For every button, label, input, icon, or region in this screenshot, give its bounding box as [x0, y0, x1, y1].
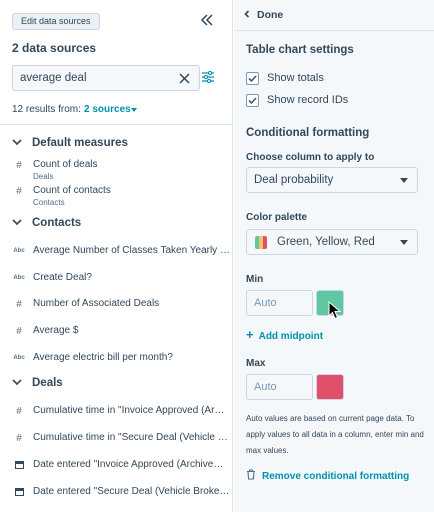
search-value: average deal	[20, 72, 87, 84]
checkbox-label: Show record IDs	[267, 94, 349, 106]
chevron-down-icon	[12, 377, 22, 387]
palette-select-value: Green, Yellow, Red	[277, 236, 375, 248]
group-deals[interactable]	[12, 377, 63, 389]
palette-swatch-icon	[255, 236, 267, 249]
group-contacts[interactable]	[12, 217, 81, 229]
palette-select[interactable]	[246, 229, 418, 255]
min-value-input[interactable]: Auto	[246, 290, 313, 316]
max-value-input[interactable]: Auto	[246, 374, 313, 400]
field-source: Deals	[33, 172, 54, 181]
field-name: Cumulative time in "Invoice Approved (Ar…	[33, 405, 225, 416]
sources-dropdown[interactable]: 2 sources	[84, 104, 131, 115]
results-count: 12 results from:	[12, 104, 81, 115]
field-name: Count of contacts	[33, 185, 111, 196]
choose-column-label: Choose column to apply to	[246, 152, 375, 163]
field-name: Average electric bill per month?	[33, 352, 173, 363]
done-button[interactable]	[243, 9, 283, 21]
column-select-value: Deal probability	[254, 174, 334, 186]
remove-conditional-formatting-link[interactable]	[246, 469, 409, 482]
field-source: Contacts	[33, 198, 65, 207]
field-name: Cumulative time in "Secure Deal (Vehicle …	[33, 432, 228, 443]
collapse-panel-icon[interactable]	[199, 12, 215, 28]
chevron-left-icon	[243, 10, 251, 18]
checkbox[interactable]	[246, 72, 259, 85]
trash-icon	[246, 469, 256, 480]
text-type-icon: Abc	[13, 248, 25, 254]
group-label: Contacts	[32, 217, 82, 229]
column-select[interactable]	[246, 167, 418, 193]
text-type-icon: Abc	[13, 355, 25, 361]
checkbox[interactable]	[246, 94, 259, 107]
field-name: Date entered "Secure Deal (Vehicle Broke…	[33, 486, 230, 497]
check-icon	[247, 95, 258, 106]
check-icon	[247, 73, 258, 84]
field-name: Average $	[33, 325, 79, 336]
add-midpoint-label: Add midpoint	[258, 331, 324, 342]
chart-settings-panel	[234, 0, 434, 512]
caret-down-icon	[400, 240, 408, 245]
conditional-formatting-title: Conditional formatting	[246, 127, 370, 139]
number-type-icon: #	[16, 433, 22, 444]
caret-down-icon	[400, 178, 408, 183]
calendar-icon	[15, 487, 24, 496]
group-label: Deals	[32, 377, 63, 389]
data-sources-title: 2 data sources	[12, 41, 97, 55]
group-default-measures[interactable]	[12, 137, 128, 149]
divider	[234, 30, 434, 31]
field-name: Create Deal?	[33, 272, 92, 283]
min-label: Min	[246, 274, 264, 285]
checkbox-label: Show totals	[267, 72, 324, 84]
plus-icon: +	[246, 327, 254, 342]
add-midpoint-link[interactable]	[246, 327, 323, 342]
max-label: Max	[246, 358, 266, 369]
mouse-cursor-icon	[328, 301, 342, 321]
field-name: Date entered "Invoice Approved (Archive…	[33, 459, 224, 470]
table-settings-title: Table chart settings	[246, 44, 354, 56]
sources-caret-icon	[131, 108, 137, 112]
text-type-icon: Abc	[13, 275, 25, 281]
edit-data-sources-button[interactable]: Edit data sources	[12, 13, 100, 30]
group-label: Default measures	[32, 137, 128, 149]
number-type-icon: #	[16, 186, 22, 197]
color-palette-label: Color palette	[246, 212, 308, 223]
field-name: Number of Associated Deals	[33, 298, 160, 309]
divider	[0, 124, 233, 125]
number-type-icon: #	[16, 160, 22, 171]
field-name: Average Number of Classes Taken Yearly …	[33, 245, 230, 256]
help-text: Auto values are based on current page data. To apply values to all data in a column, enter min and max values.	[246, 414, 424, 455]
field-name: Count of deals	[33, 159, 98, 170]
filter-settings-icon[interactable]	[202, 71, 214, 83]
remove-label: Remove conditional formatting	[262, 471, 410, 482]
search-input[interactable]	[12, 65, 200, 91]
done-label: Done	[257, 9, 284, 21]
number-type-icon: #	[16, 326, 22, 337]
max-color-swatch[interactable]	[316, 374, 344, 400]
chevron-down-icon	[12, 217, 22, 227]
calendar-icon	[15, 460, 24, 469]
clear-icon[interactable]	[178, 72, 191, 85]
number-type-icon: #	[16, 299, 22, 310]
number-type-icon: #	[16, 406, 22, 417]
chevron-down-icon	[12, 137, 22, 147]
